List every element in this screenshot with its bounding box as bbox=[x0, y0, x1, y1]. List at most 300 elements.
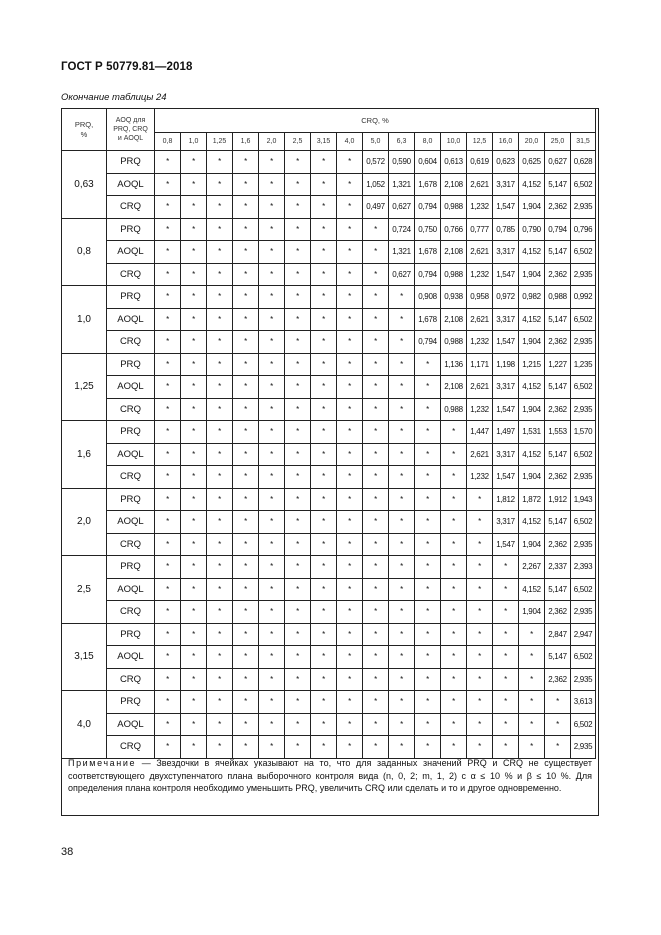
table-cell: 0,794 bbox=[545, 218, 571, 241]
table-cell: * bbox=[155, 646, 181, 669]
table-row bbox=[62, 668, 596, 691]
table-cell: * bbox=[285, 668, 311, 691]
table-cell: * bbox=[441, 668, 467, 691]
table-cell: * bbox=[207, 578, 233, 601]
table-cell: 2,621 bbox=[467, 443, 493, 466]
table-row bbox=[62, 623, 596, 646]
table-cell: * bbox=[519, 668, 545, 691]
table-cell: 0,750 bbox=[415, 218, 441, 241]
table-cell: * bbox=[519, 736, 545, 759]
table-cell: * bbox=[285, 736, 311, 759]
table-cell: * bbox=[311, 398, 337, 421]
table-cell: * bbox=[363, 398, 389, 421]
table-cell: 1,321 bbox=[389, 173, 415, 196]
table-cell: * bbox=[441, 466, 467, 489]
table-cell: * bbox=[233, 353, 259, 376]
table-cell: 1,904 bbox=[519, 533, 545, 556]
row-label: CRQ bbox=[107, 668, 155, 691]
table-cell: * bbox=[181, 601, 207, 624]
table-cell: * bbox=[519, 713, 545, 736]
note-text: Звездочки в ячейках указывают на то, что для заданных значений PRQ и CRQ не существует соответствующего двухступенчатого плана выборочного контроля вида (n, 0, 2; m, 1, 2) с α ≤ 10 % и β ≤ 10 %. Для определения плана контроля необходимо уменьшить PRQ, увеличить CRQ или сделать и то и другое одновременно. bbox=[68, 758, 592, 794]
table-cell: 1,447 bbox=[467, 421, 493, 444]
table-cell: * bbox=[233, 196, 259, 219]
table-row bbox=[62, 263, 596, 286]
table-cell: * bbox=[259, 443, 285, 466]
table-cell: * bbox=[285, 533, 311, 556]
table-row bbox=[62, 421, 596, 444]
table-cell: * bbox=[493, 691, 519, 714]
table-cell: * bbox=[207, 443, 233, 466]
table-cell: * bbox=[467, 556, 493, 579]
table-cell: 1,547 bbox=[493, 263, 519, 286]
table-cell: * bbox=[311, 421, 337, 444]
table-cell: 2,362 bbox=[545, 263, 571, 286]
table-cell: * bbox=[493, 668, 519, 691]
table-cell: 2,621 bbox=[467, 308, 493, 331]
table-cell: * bbox=[207, 308, 233, 331]
table-cell: * bbox=[311, 173, 337, 196]
table-cell: * bbox=[311, 736, 337, 759]
table-cell: * bbox=[181, 398, 207, 421]
table-cell: * bbox=[337, 196, 363, 219]
table-cell: * bbox=[441, 556, 467, 579]
table-cell: 6,502 bbox=[571, 173, 596, 196]
table-cell: * bbox=[415, 601, 441, 624]
table-cell: * bbox=[181, 691, 207, 714]
table-cell: 0,908 bbox=[415, 286, 441, 309]
table-cell: 6,502 bbox=[571, 241, 596, 264]
table-cell: * bbox=[259, 488, 285, 511]
table-cell: 0,627 bbox=[389, 263, 415, 286]
row-label: AOQL bbox=[107, 646, 155, 669]
table-cell: * bbox=[181, 376, 207, 399]
table-cell: 2,935 bbox=[571, 398, 596, 421]
table-cell: * bbox=[389, 488, 415, 511]
table-row bbox=[62, 511, 596, 534]
table-cell: 2,362 bbox=[545, 466, 571, 489]
table-cell: * bbox=[311, 511, 337, 534]
table-row bbox=[62, 578, 596, 601]
table-cell: * bbox=[519, 623, 545, 646]
table-cell: * bbox=[493, 601, 519, 624]
table-cell: 1,904 bbox=[519, 263, 545, 286]
table-cell: 0,794 bbox=[415, 196, 441, 219]
table-cell: * bbox=[155, 736, 181, 759]
table-cell: * bbox=[155, 556, 181, 579]
table-cell: * bbox=[181, 668, 207, 691]
table-note bbox=[68, 757, 592, 795]
table-cell: * bbox=[415, 376, 441, 399]
table-cell: 4,152 bbox=[519, 173, 545, 196]
table-cell: 0,604 bbox=[415, 151, 441, 174]
table-cell: 0,794 bbox=[415, 263, 441, 286]
table-cell: * bbox=[285, 556, 311, 579]
table-cell: 1,171 bbox=[467, 353, 493, 376]
table-cell: * bbox=[181, 736, 207, 759]
table-cell: * bbox=[389, 398, 415, 421]
table-cell: 0,777 bbox=[467, 218, 493, 241]
table-cell: * bbox=[181, 578, 207, 601]
table-cell: * bbox=[233, 533, 259, 556]
table-cell: * bbox=[181, 151, 207, 174]
table-cell: * bbox=[311, 353, 337, 376]
crq-col-header: 8,0 bbox=[415, 133, 441, 151]
table-cell: * bbox=[493, 578, 519, 601]
table-cell: 2,393 bbox=[571, 556, 596, 579]
table-cell: 0,497 bbox=[363, 196, 389, 219]
table-cell: * bbox=[259, 533, 285, 556]
table-cell: * bbox=[363, 668, 389, 691]
table-row bbox=[62, 533, 596, 556]
table-cell: 3,317 bbox=[493, 173, 519, 196]
table-cell: * bbox=[259, 241, 285, 264]
table-cell: 0,794 bbox=[415, 331, 441, 354]
table-row bbox=[62, 466, 596, 489]
table-cell: * bbox=[363, 308, 389, 331]
table-cell: 1,136 bbox=[441, 353, 467, 376]
table-cell: * bbox=[389, 578, 415, 601]
table-cell: * bbox=[415, 646, 441, 669]
table-cell: * bbox=[415, 443, 441, 466]
table-cell: * bbox=[311, 263, 337, 286]
table-cell: * bbox=[389, 286, 415, 309]
crq-col-header: 2,5 bbox=[285, 133, 311, 151]
table-cell: * bbox=[181, 623, 207, 646]
table-cell: * bbox=[337, 151, 363, 174]
table-cell: * bbox=[259, 173, 285, 196]
table-cell: * bbox=[155, 173, 181, 196]
table-cell: 0,988 bbox=[441, 398, 467, 421]
table-cell: * bbox=[181, 263, 207, 286]
table-cell: * bbox=[493, 646, 519, 669]
table-row bbox=[62, 713, 596, 736]
table-cell: * bbox=[415, 736, 441, 759]
table-cell: * bbox=[337, 556, 363, 579]
table-cell: * bbox=[207, 488, 233, 511]
table-cell: * bbox=[389, 556, 415, 579]
table-cell: * bbox=[233, 623, 259, 646]
table-cell: 1,912 bbox=[545, 488, 571, 511]
table-cell: * bbox=[285, 263, 311, 286]
table-cell: * bbox=[207, 173, 233, 196]
table-cell: 1,232 bbox=[467, 263, 493, 286]
table-cell: 1,232 bbox=[467, 196, 493, 219]
table-cell: * bbox=[337, 376, 363, 399]
table-cell: 1,232 bbox=[467, 398, 493, 421]
table-cell: * bbox=[259, 668, 285, 691]
table-cell: * bbox=[207, 398, 233, 421]
crq-col-header: 2,0 bbox=[259, 133, 285, 151]
row-label: PRQ bbox=[107, 151, 155, 174]
table-cell: * bbox=[155, 241, 181, 264]
table-cell: * bbox=[467, 578, 493, 601]
table-cell: 6,502 bbox=[571, 578, 596, 601]
table-cell: * bbox=[389, 331, 415, 354]
table-cell: 2,362 bbox=[545, 601, 571, 624]
table-cell: * bbox=[363, 218, 389, 241]
table-cell: * bbox=[233, 376, 259, 399]
table-cell: * bbox=[363, 623, 389, 646]
crq-col-header: 16,0 bbox=[493, 133, 519, 151]
table-cell: 1,678 bbox=[415, 173, 441, 196]
table-cell: * bbox=[155, 511, 181, 534]
table-cell: * bbox=[233, 421, 259, 444]
table-cell: * bbox=[207, 713, 233, 736]
table-cell: 1,547 bbox=[493, 331, 519, 354]
table-cell: 4,152 bbox=[519, 241, 545, 264]
table-cell: * bbox=[311, 218, 337, 241]
table-row bbox=[62, 691, 596, 714]
table-cell: * bbox=[389, 533, 415, 556]
table-cell: * bbox=[337, 173, 363, 196]
row-label: AOQL bbox=[107, 308, 155, 331]
table-cell: * bbox=[285, 376, 311, 399]
table-cell: * bbox=[311, 646, 337, 669]
row-label: CRQ bbox=[107, 736, 155, 759]
table-cell: * bbox=[233, 511, 259, 534]
table-cell: 2,935 bbox=[571, 196, 596, 219]
table-cell: * bbox=[285, 286, 311, 309]
table-cell: * bbox=[233, 331, 259, 354]
table-cell: * bbox=[415, 511, 441, 534]
table-row bbox=[62, 376, 596, 399]
table-cell: * bbox=[363, 601, 389, 624]
table-cell: 2,621 bbox=[467, 173, 493, 196]
table-cell: * bbox=[337, 668, 363, 691]
table-cell: * bbox=[441, 601, 467, 624]
table-cell: 3,317 bbox=[493, 376, 519, 399]
table-cell: * bbox=[233, 668, 259, 691]
table-cell: * bbox=[389, 713, 415, 736]
table-cell: * bbox=[337, 308, 363, 331]
table-cell: * bbox=[285, 196, 311, 219]
table-cell: * bbox=[337, 398, 363, 421]
table-cell: * bbox=[337, 623, 363, 646]
table-cell: 0,988 bbox=[545, 286, 571, 309]
table-cell: * bbox=[259, 578, 285, 601]
table-cell: * bbox=[363, 511, 389, 534]
table-cell: 0,625 bbox=[519, 151, 545, 174]
table-cell: * bbox=[259, 601, 285, 624]
table-cell: * bbox=[467, 691, 493, 714]
table-cell: * bbox=[181, 218, 207, 241]
row-label: AOQL bbox=[107, 578, 155, 601]
row-label: AOQL bbox=[107, 376, 155, 399]
table-cell: * bbox=[233, 691, 259, 714]
table-cell: * bbox=[363, 556, 389, 579]
table-cell: * bbox=[285, 398, 311, 421]
table-cell: * bbox=[363, 353, 389, 376]
row-label: CRQ bbox=[107, 331, 155, 354]
table-cell: 1,904 bbox=[519, 331, 545, 354]
header-prq-line-1: PRQ, bbox=[74, 119, 94, 129]
table-cell: * bbox=[311, 331, 337, 354]
table-cell: * bbox=[181, 241, 207, 264]
table-cell: * bbox=[285, 331, 311, 354]
table-cell: * bbox=[181, 556, 207, 579]
table-cell: * bbox=[441, 511, 467, 534]
table-cell: 1,215 bbox=[519, 353, 545, 376]
table-cell: 1,904 bbox=[519, 466, 545, 489]
table-cell: 1,812 bbox=[493, 488, 519, 511]
table-cell: 6,502 bbox=[571, 308, 596, 331]
table-cell: * bbox=[389, 443, 415, 466]
table-cell: * bbox=[519, 646, 545, 669]
table-cell: 1,553 bbox=[545, 421, 571, 444]
table-cell: 1,904 bbox=[519, 601, 545, 624]
table-cell: 2,362 bbox=[545, 196, 571, 219]
table-cell: * bbox=[415, 533, 441, 556]
table-cell: * bbox=[155, 668, 181, 691]
table-row bbox=[62, 196, 596, 219]
table-cell: * bbox=[311, 601, 337, 624]
table-cell: 2,108 bbox=[441, 173, 467, 196]
table-cell: * bbox=[181, 353, 207, 376]
table-cell: * bbox=[233, 466, 259, 489]
table-cell: * bbox=[155, 308, 181, 331]
table-cell: * bbox=[259, 691, 285, 714]
prq-group-value: 1,25 bbox=[62, 353, 107, 421]
prq-group-value: 2,0 bbox=[62, 488, 107, 556]
table-cell: 5,147 bbox=[545, 241, 571, 264]
table-cell: * bbox=[285, 308, 311, 331]
table-cell: * bbox=[363, 466, 389, 489]
table-cell: * bbox=[181, 196, 207, 219]
table-cell: 1,232 bbox=[467, 466, 493, 489]
table-row bbox=[62, 398, 596, 421]
table-cell: * bbox=[155, 218, 181, 241]
table-cell: * bbox=[415, 353, 441, 376]
table-cell: * bbox=[415, 488, 441, 511]
table-cell: * bbox=[311, 556, 337, 579]
row-label: AOQL bbox=[107, 713, 155, 736]
table-cell: * bbox=[337, 511, 363, 534]
table-cell: * bbox=[285, 646, 311, 669]
table-cell: * bbox=[467, 736, 493, 759]
prq-group-value: 4,0 bbox=[62, 691, 107, 759]
table-cell: * bbox=[233, 646, 259, 669]
table-cell: * bbox=[233, 173, 259, 196]
table-cell: * bbox=[467, 601, 493, 624]
table-cell: * bbox=[389, 623, 415, 646]
table-cell: 1,235 bbox=[571, 353, 596, 376]
table-cell: * bbox=[337, 353, 363, 376]
table-cell: * bbox=[259, 353, 285, 376]
table-cell: * bbox=[233, 601, 259, 624]
table-cell: * bbox=[233, 713, 259, 736]
note-dash: — bbox=[136, 758, 157, 768]
crq-col-header: 12,5 bbox=[467, 133, 493, 151]
table-cell: * bbox=[155, 151, 181, 174]
table-cell: * bbox=[181, 443, 207, 466]
header-crq: CRQ, % bbox=[155, 109, 596, 133]
table-cell: 4,152 bbox=[519, 511, 545, 534]
header-aoq-line-2: PRQ, CRQ bbox=[113, 126, 148, 133]
table-cell: * bbox=[389, 691, 415, 714]
table-cell: * bbox=[337, 331, 363, 354]
row-label: AOQL bbox=[107, 241, 155, 264]
table-cell: * bbox=[155, 421, 181, 444]
table-cell: * bbox=[441, 578, 467, 601]
prq-group-value: 0,63 bbox=[62, 151, 107, 219]
table-cell: 2,947 bbox=[571, 623, 596, 646]
table-cell: 0,988 bbox=[441, 331, 467, 354]
table-cell: * bbox=[337, 601, 363, 624]
table-cell: * bbox=[389, 353, 415, 376]
table-cell: 2,108 bbox=[441, 376, 467, 399]
table-row bbox=[62, 331, 596, 354]
table-cell: * bbox=[467, 713, 493, 736]
table-cell: * bbox=[441, 421, 467, 444]
table-cell: * bbox=[363, 421, 389, 444]
prq-group-value: 1,0 bbox=[62, 286, 107, 354]
row-label: AOQL bbox=[107, 173, 155, 196]
table-cell: 2,621 bbox=[467, 241, 493, 264]
table-cell: 2,935 bbox=[571, 736, 596, 759]
table-cell: * bbox=[207, 218, 233, 241]
table-cell: * bbox=[337, 488, 363, 511]
table-cell: * bbox=[233, 308, 259, 331]
table-row bbox=[62, 151, 596, 174]
table-cell: * bbox=[155, 196, 181, 219]
table-cell: 0,785 bbox=[493, 218, 519, 241]
prq-group-value: 3,15 bbox=[62, 623, 107, 691]
data-table bbox=[61, 108, 596, 759]
row-label: CRQ bbox=[107, 533, 155, 556]
table-cell: * bbox=[155, 466, 181, 489]
table-cell: * bbox=[233, 241, 259, 264]
table-row bbox=[62, 736, 596, 759]
table-cell: * bbox=[259, 308, 285, 331]
table-cell: 6,502 bbox=[571, 713, 596, 736]
table-cell: * bbox=[207, 466, 233, 489]
crq-col-header: 3,15 bbox=[311, 133, 337, 151]
table-cell: * bbox=[207, 601, 233, 624]
table-cell: 4,152 bbox=[519, 308, 545, 331]
table-cell: * bbox=[415, 713, 441, 736]
table-row bbox=[62, 443, 596, 466]
table-cell: * bbox=[441, 713, 467, 736]
table-cell: * bbox=[389, 601, 415, 624]
table-cell: * bbox=[415, 398, 441, 421]
table-cell: * bbox=[415, 556, 441, 579]
table-cell: 2,621 bbox=[467, 376, 493, 399]
table-cell: * bbox=[155, 263, 181, 286]
table-cell: 1,904 bbox=[519, 196, 545, 219]
table-cell: * bbox=[181, 331, 207, 354]
crq-col-header: 25,0 bbox=[545, 133, 571, 151]
table-cell: * bbox=[259, 646, 285, 669]
table-cell: * bbox=[207, 376, 233, 399]
table-cell: * bbox=[259, 736, 285, 759]
table-cell: 1,547 bbox=[493, 196, 519, 219]
table-row bbox=[62, 241, 596, 264]
table-cell: * bbox=[389, 668, 415, 691]
table-cell: * bbox=[207, 421, 233, 444]
table-cell: * bbox=[259, 466, 285, 489]
table-cell: * bbox=[207, 331, 233, 354]
crq-col-header: 1,0 bbox=[181, 133, 207, 151]
table-cell: 2,847 bbox=[545, 623, 571, 646]
table-cell: 0,766 bbox=[441, 218, 467, 241]
table-cell: * bbox=[181, 713, 207, 736]
table-cell: * bbox=[259, 421, 285, 444]
table-cell: * bbox=[311, 196, 337, 219]
table-cell: * bbox=[207, 691, 233, 714]
table-cell: * bbox=[311, 578, 337, 601]
table-cell: * bbox=[181, 646, 207, 669]
table-cell: * bbox=[233, 286, 259, 309]
